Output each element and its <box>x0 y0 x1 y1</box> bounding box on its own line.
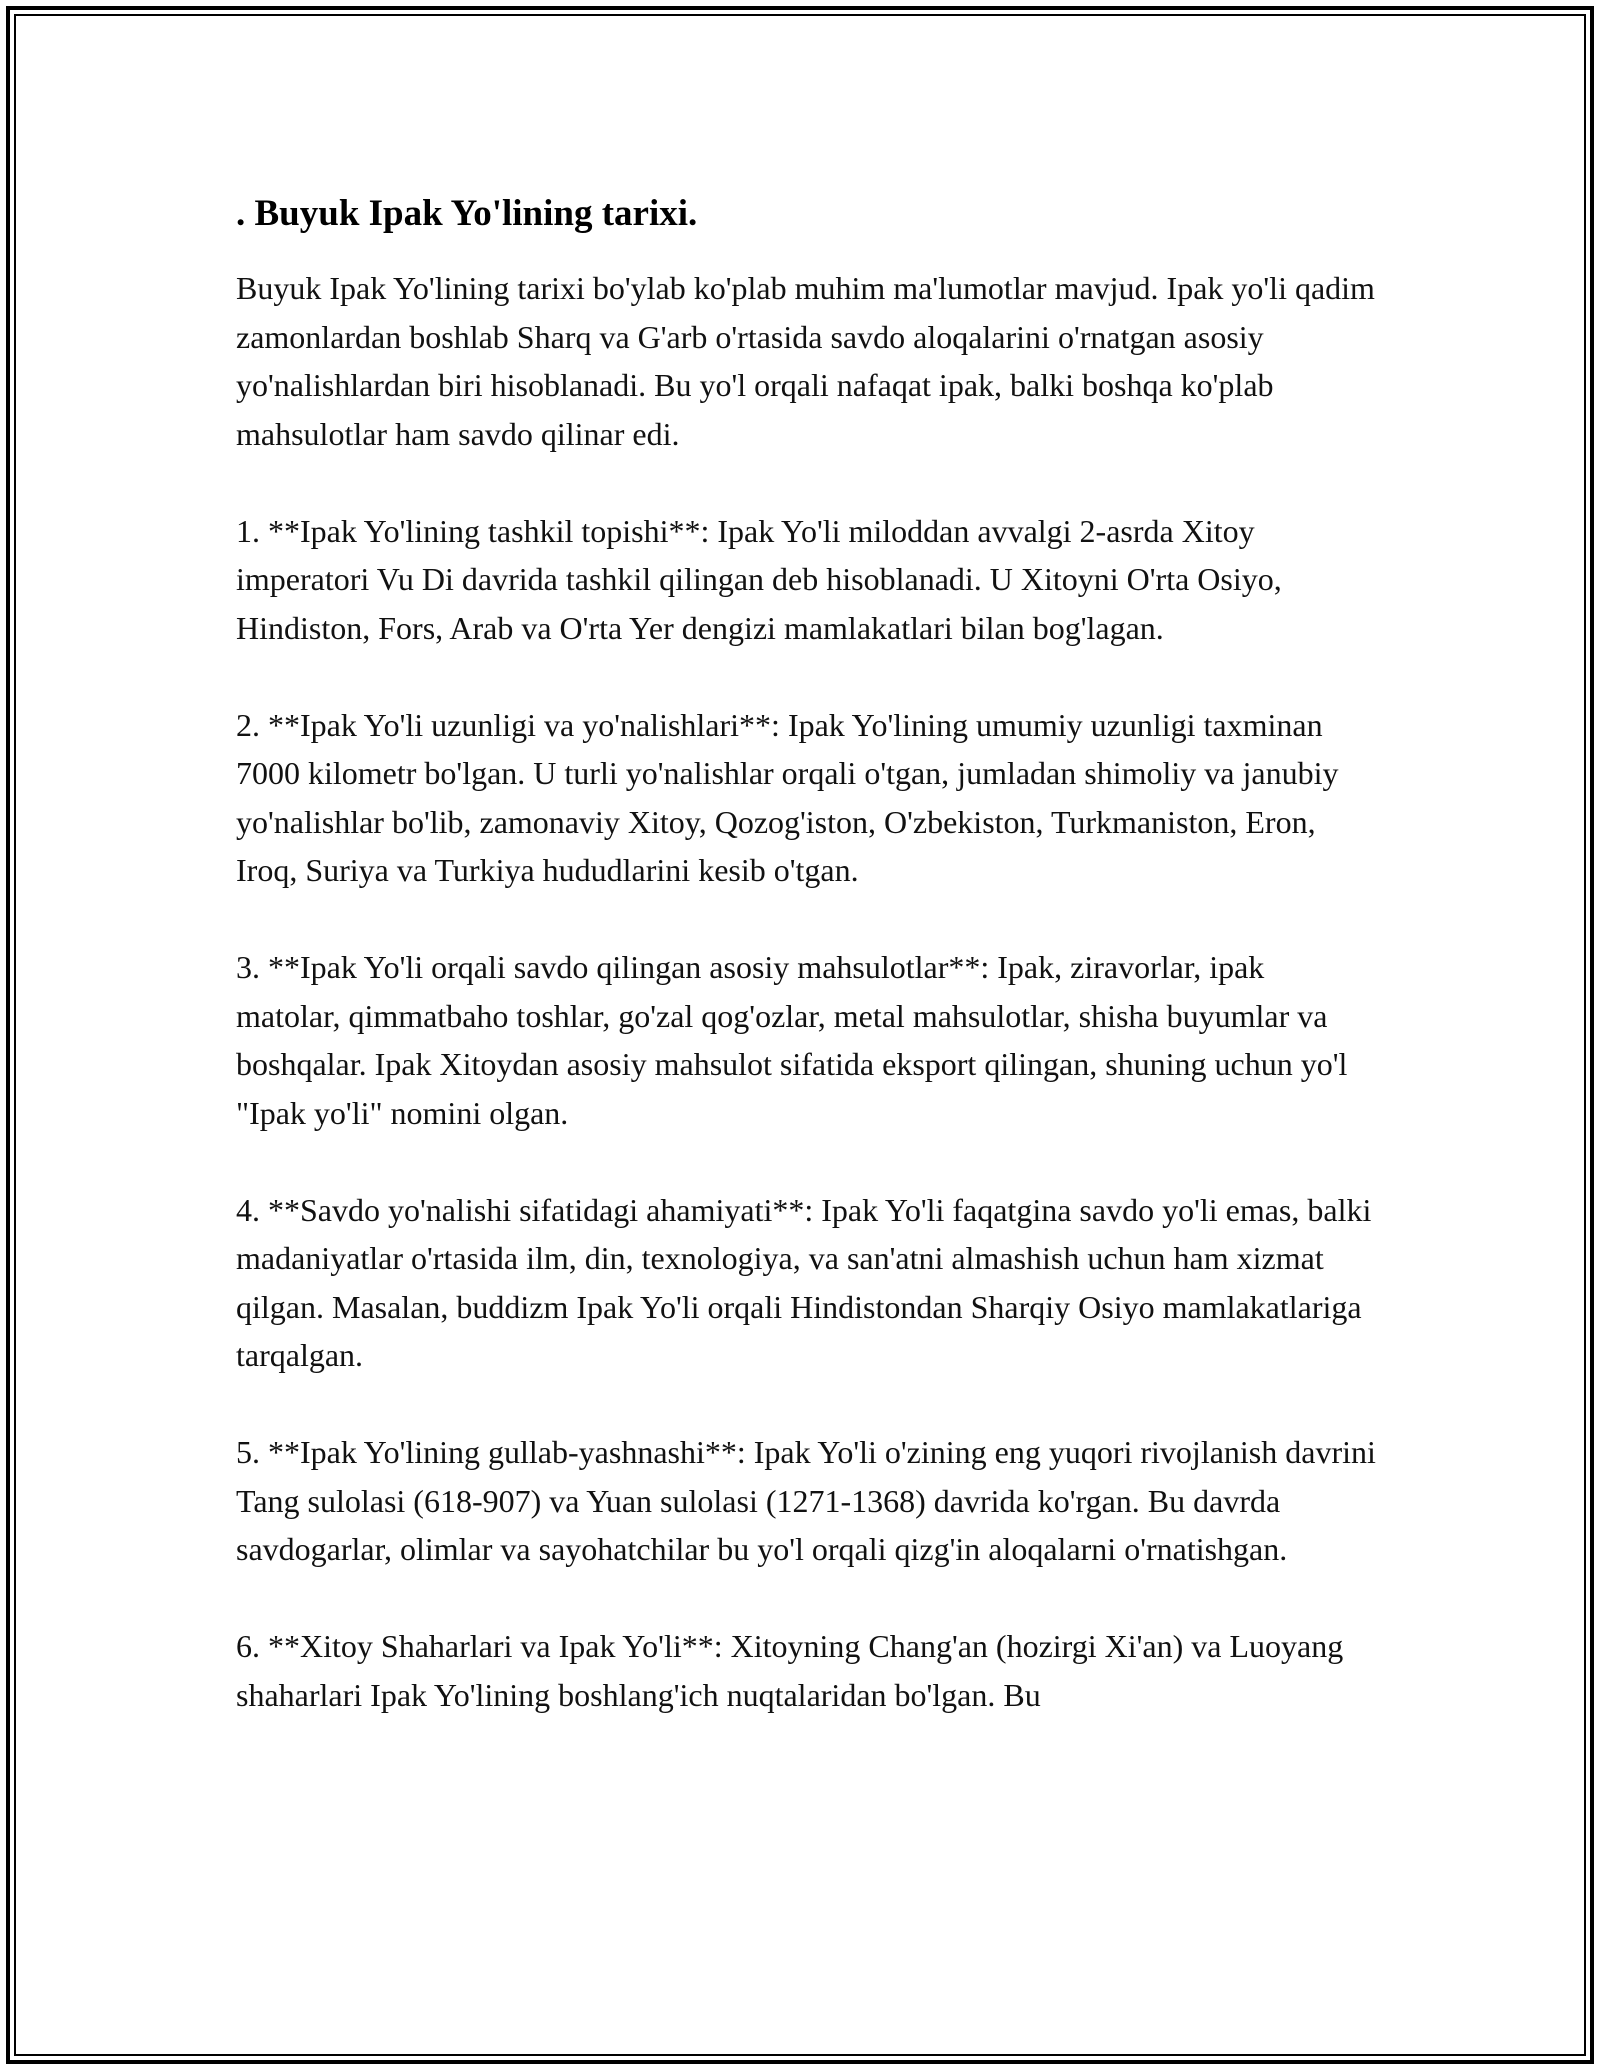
list-item-3: 3. **Ipak Yo'li orqali savdo qilingan asosiy mahsulotlar**: Ipak, ziravorlar, ipak matolar, qimmatbaho toshlar, go'zal qog'ozlar, metal mahsulotlar, shisha buyumlar va boshqalar. Ipak Xitoydan asosiy mahsulot sifatida eksport qilingan, shuning uchun yo'l "Ipak yo'li" nomini olgan. <box>236 949 1348 1131</box>
intro-paragraph: Buyuk Ipak Yo'lining tarixi bo'ylab ko'plab muhim ma'lumotlar mavjud. Ipak yo'li qadim zamonlardan boshlab Sharq va G'arb o'rtasida savdo aloqalarini o'rnatgan asosiy yo'nalishlardan biri hisoblanadi. Bu yo'l orqali nafaqat ipak, balki boshqa ko'plab mahsulotlar ham savdo qilinar edi. <box>236 270 1375 452</box>
list-item-6: 6. **Xitoy Shaharlari va Ipak Yo'li**: Xitoyning Chang'an (hozirgi Xi'an) va Luoyang shaharlari Ipak Yo'lining boshlang'ich nuqtalaridan bo'lgan. Bu <box>236 1628 1344 1713</box>
list-item-4: 4. **Savdo yo'nalishi sifatidagi ahamiyati**: Ipak Yo'li faqatgina savdo yo'li emas, balki madaniyatlar o'rtasida ilm, din, texnologiya, va san'atni almashish uchun ham xizmat qilgan. Masalan, buddizm Ipak Yo'li orqali Hindistondan Sharqiy Osiyo mamlakatlariga tarqalgan. <box>236 1191 1372 1373</box>
list-item-5: 5. **Ipak Yo'lining gullab-yashnashi**: Ipak Yo'li o'zining eng yuqori rivojlanish davrini Tang sulolasi (618-907) va Yuan sulolasi (1271-1368) davrida ko'rgan. Bu davrda savdogarlar, olimlar va sayohatchilar bu yo'l orqali qizg'in aloqalarni o'rnatishgan. <box>236 1434 1376 1567</box>
document-title: . Buyuk Ipak Yo'lining tarixi. <box>236 193 698 234</box>
list-item-2: 2. **Ipak Yo'li uzunligi va yo'nalishlari**: Ipak Yo'lining umumiy uzunligi taxminan 7000 kilometr bo'lgan. U turli yo'nalishlar orqali o'tgan, jumladan shimoliy va janubiy yo'nalishlar bo'lib, zamonaviy Xitoy, Qozog'iston, O'zbekiston, Turkmaniston, Eron, Iroq, Suriya va Turkiya hududlarini kesib o'tgan. <box>236 706 1339 888</box>
document-body <box>236 188 1376 1719</box>
list-item-1: 1. **Ipak Yo'lining tashkil topishi**: Ipak Yo'li miloddan avvalgi 2-asrda Xitoy imperatori Vu Di davrida tashkil qilingan deb hisoblanadi. U Xitoyni O'rta Osiyo, Hindiston, Fors, Arab va O'rta Yer dengizi mamlakatlari bilan bog'lagan. <box>236 512 1282 646</box>
